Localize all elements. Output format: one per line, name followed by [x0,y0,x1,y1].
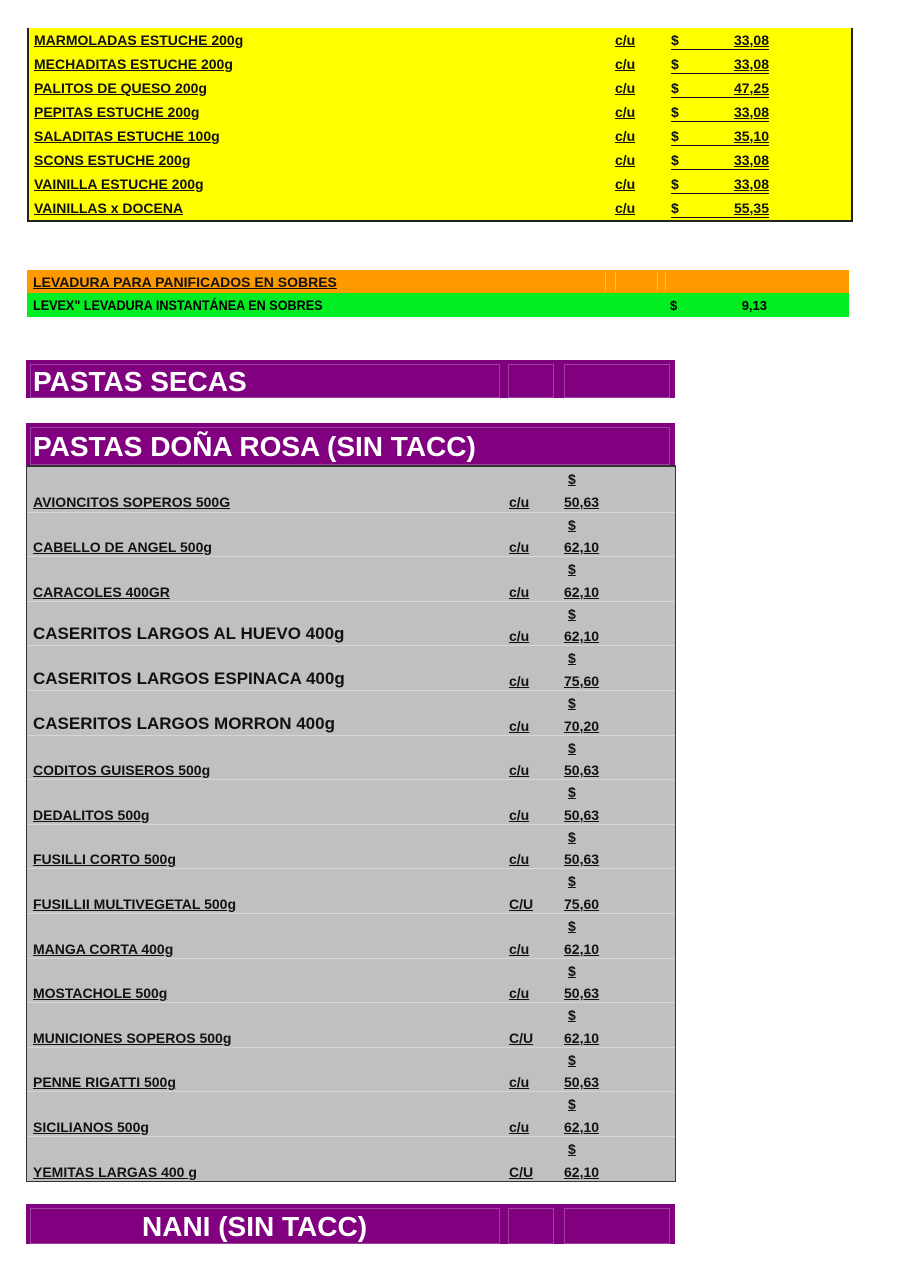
section-title: PASTAS SECAS [33,366,247,397]
table-row [29,124,851,148]
section-title: NANI (SIN TACC) [142,1211,368,1242]
levadura-header: LEVADURA PARA PANIFICADOS EN SOBRES [33,274,337,290]
product-name: CARACOLES 400GR [33,583,170,600]
product-name: PALITOS DE QUESO 200g [34,80,207,96]
currency: $ [671,32,769,50]
price: 62,10 [564,1163,600,1180]
price: 62,10 [564,583,600,600]
currency: $ [568,918,576,934]
price: 50,63 [564,985,600,1002]
section-title: PASTAS DOÑA ROSA (SIN TACC) [33,431,476,462]
table-row [29,172,851,196]
product-name: VAINILLA ESTUCHE 200g [34,176,204,192]
dona-rosa-table [26,465,676,1182]
unit: c/u [509,539,530,556]
table-row [29,76,851,100]
currency: $ [568,650,576,667]
table-row [27,779,675,825]
price: 47,25 [733,80,769,96]
product-name: PEPITAS ESTUCHE 200g [34,104,200,120]
unit: c/u [509,985,530,1002]
table-row [27,1136,675,1182]
table-row [29,196,851,220]
product-name: MUNICIONES SOPEROS 500g [33,1029,232,1046]
product-name: CODITOS GUISEROS 500g [33,762,211,779]
currency: $ [568,1007,576,1024]
table-row [27,1047,675,1093]
levadura-header-row [27,270,849,293]
price: 62,10 [564,539,600,556]
price: 75,60 [564,895,600,912]
product-name: SALADITAS ESTUCHE 100g [34,128,220,144]
yellow-price-table [27,28,853,222]
unit: c/u [615,128,636,144]
price: 70,20 [564,717,600,734]
table-row [27,645,675,691]
levex-currency: $ [670,298,678,313]
price: 50,63 [564,851,600,868]
price: 33,08 [733,176,769,192]
currency: $ [671,176,769,194]
table-row [27,868,675,914]
table-row [29,52,851,76]
table-row [27,1002,675,1048]
unit: c/u [509,940,530,957]
unit: c/u [615,176,636,192]
unit: c/u [509,1074,530,1091]
product-name: CASERITOS LARGOS AL HUEVO 400g [33,624,345,644]
unit: c/u [509,628,530,645]
price: 50,63 [564,1074,600,1091]
price: 55,35 [733,200,769,216]
unit: c/u [615,32,636,48]
currency: $ [671,80,769,98]
unit: C/U [509,1029,534,1046]
currency: $ [568,1141,576,1157]
price: 75,60 [564,672,600,689]
currency: $ [568,516,576,533]
price: 50,63 [564,762,600,779]
product-name: DEDALITOS 500g [33,806,150,823]
currency: $ [671,152,769,170]
unit: C/U [509,1163,534,1180]
currency: $ [568,695,576,711]
currency: $ [671,104,769,122]
table-row [27,913,675,959]
currency: $ [568,561,576,578]
price: 33,08 [733,32,769,48]
levex-row [27,293,849,317]
price: 62,10 [564,628,600,645]
levex-name: LEVEX" LEVADURA INSTANTÁNEA EN SOBRES [33,297,323,313]
table-row [27,958,675,1004]
product-name: CASERITOS LARGOS ESPINACA 400g [33,668,345,688]
price: 62,10 [564,1029,600,1046]
section-header-nani [26,1204,675,1244]
table-row [29,28,851,52]
product-name: CABELLO DE ANGEL 500g [33,539,212,556]
product-name: MOSTACHOLE 500g [33,985,168,1002]
unit: c/u [615,104,636,120]
section-header-pastas-secas [26,360,675,398]
currency: $ [568,828,576,845]
unit: c/u [615,200,636,216]
price: 50,63 [564,493,600,510]
table-row [27,824,675,870]
levex-price: 9,13 [741,298,767,313]
table-row [27,601,675,647]
unit: c/u [509,493,530,510]
unit: c/u [615,56,636,72]
currency: $ [568,784,576,801]
product-name: PENNE RIGATTI 500g [33,1074,176,1091]
table-row [29,148,851,172]
unit: c/u [509,672,530,689]
product-name: MANGA CORTA 400g [33,940,174,957]
table-row [27,690,675,736]
table-row [27,512,675,558]
product-name: AVIONCITOS SOPEROS 500G [33,493,231,510]
unit: c/u [509,1118,530,1135]
price: 62,10 [564,940,600,957]
price: 50,63 [564,806,600,823]
currency: $ [671,200,769,218]
currency: $ [671,56,769,74]
product-name: YEMITAS LARGAS 400 g [33,1163,197,1180]
currency: $ [568,962,576,979]
unit: c/u [615,80,636,96]
table-row [27,467,675,512]
currency: $ [671,128,769,146]
table-row [27,735,675,781]
table-row [29,100,851,124]
table-row [27,1091,675,1137]
unit: c/u [509,583,530,600]
product-name: MARMOLADAS ESTUCHE 200g [34,32,244,48]
currency: $ [568,873,576,890]
currency: $ [568,1096,576,1113]
currency: $ [568,605,576,622]
section-header-dona-rosa [26,423,675,465]
currency: $ [568,739,576,756]
table-row [27,556,675,602]
price: 35,10 [733,128,769,144]
unit: c/u [509,806,530,823]
price: 33,08 [733,56,769,72]
price: 33,08 [733,152,769,168]
product-name: SCONS ESTUCHE 200g [34,152,191,168]
unit: c/u [509,851,530,868]
product-name: MECHADITAS ESTUCHE 200g [34,56,233,72]
currency: $ [568,471,576,487]
unit: c/u [615,152,636,168]
product-name: FUSILLI CORTO 500g [33,851,176,868]
product-name: SICILIANOS 500g [33,1118,149,1135]
unit: C/U [509,895,534,912]
price: 62,10 [564,1118,600,1135]
product-name: FUSILLII MULTIVEGETAL 500g [33,895,237,912]
currency: $ [568,1051,576,1068]
price: 33,08 [733,104,769,120]
unit: c/u [509,717,530,734]
product-name: VAINILLAS x DOCENA [34,200,184,216]
unit: c/u [509,762,530,779]
product-name: CASERITOS LARGOS MORRON 400g [33,713,335,733]
